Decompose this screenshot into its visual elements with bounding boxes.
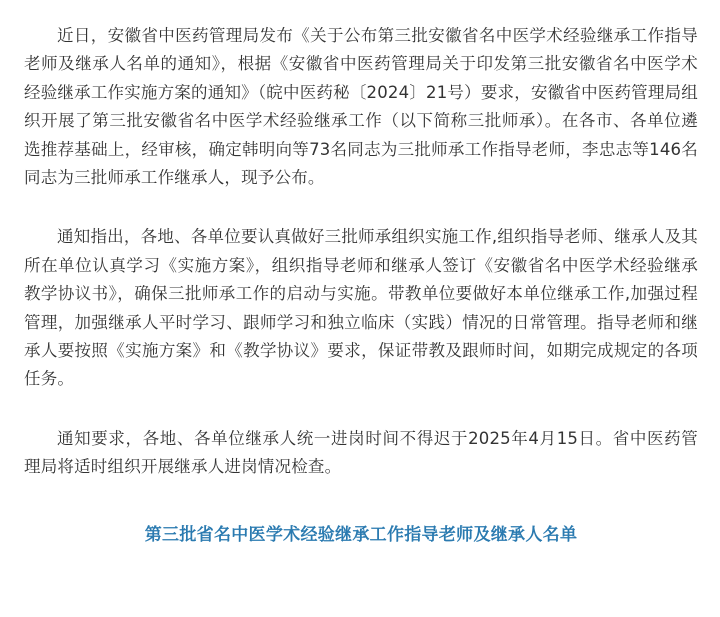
paragraph-deadline: 通知要求，各地、各单位继承人统一进岗时间不得迟于2025年4月15日。省中医药管理局将适时组织开展继承人进岗情况检查。 bbox=[24, 428, 698, 477]
list-heading: 第三批省名中医学术经验继承工作指导老师及继承人名单 bbox=[144, 524, 578, 545]
paragraph-notice-requirements: 通知指出，各地、各单位要认真做好三批师承组织实施工作,组织指导老师、继承人及其所在单位认真学习《实施方案》，组织指导老师和继承人签订《安徽省名中医学术经验继承教学协议书》，确保三批师承工作的启动与实施。带教单位要做好本单位继承工作,加强过程管理，加强继承人平时学习、跟师学习和独立临床（实践）情况的日常管理。指导老师和继承人要按照《实施方案》和《教学协议》要求，保证带教及跟师时间，如期完成规定的各项任务。 bbox=[24, 227, 698, 389]
paragraph-announcement: 近日，安徽省中医药管理局发布《关于公布第三批安徽省名中医学术经验继承工作指导老师及继承人名单的通知》，根据《安徽省中医药管理局关于印发第三批安徽省名中医学术经验继承工作实施方案的通知》（皖中医药秘〔2024〕21号）要求，安徽省中医药管理局组织开展了第三批安徽省名中医学术经验继承工作（以下简称三批师承）。在各市、各单位遴选推荐基础上，经审核，确定韩明向等73名同志为三批师承工作指导老师，李忠志等146名同志为三批师承工作继承人，现予公布。 bbox=[24, 26, 698, 188]
